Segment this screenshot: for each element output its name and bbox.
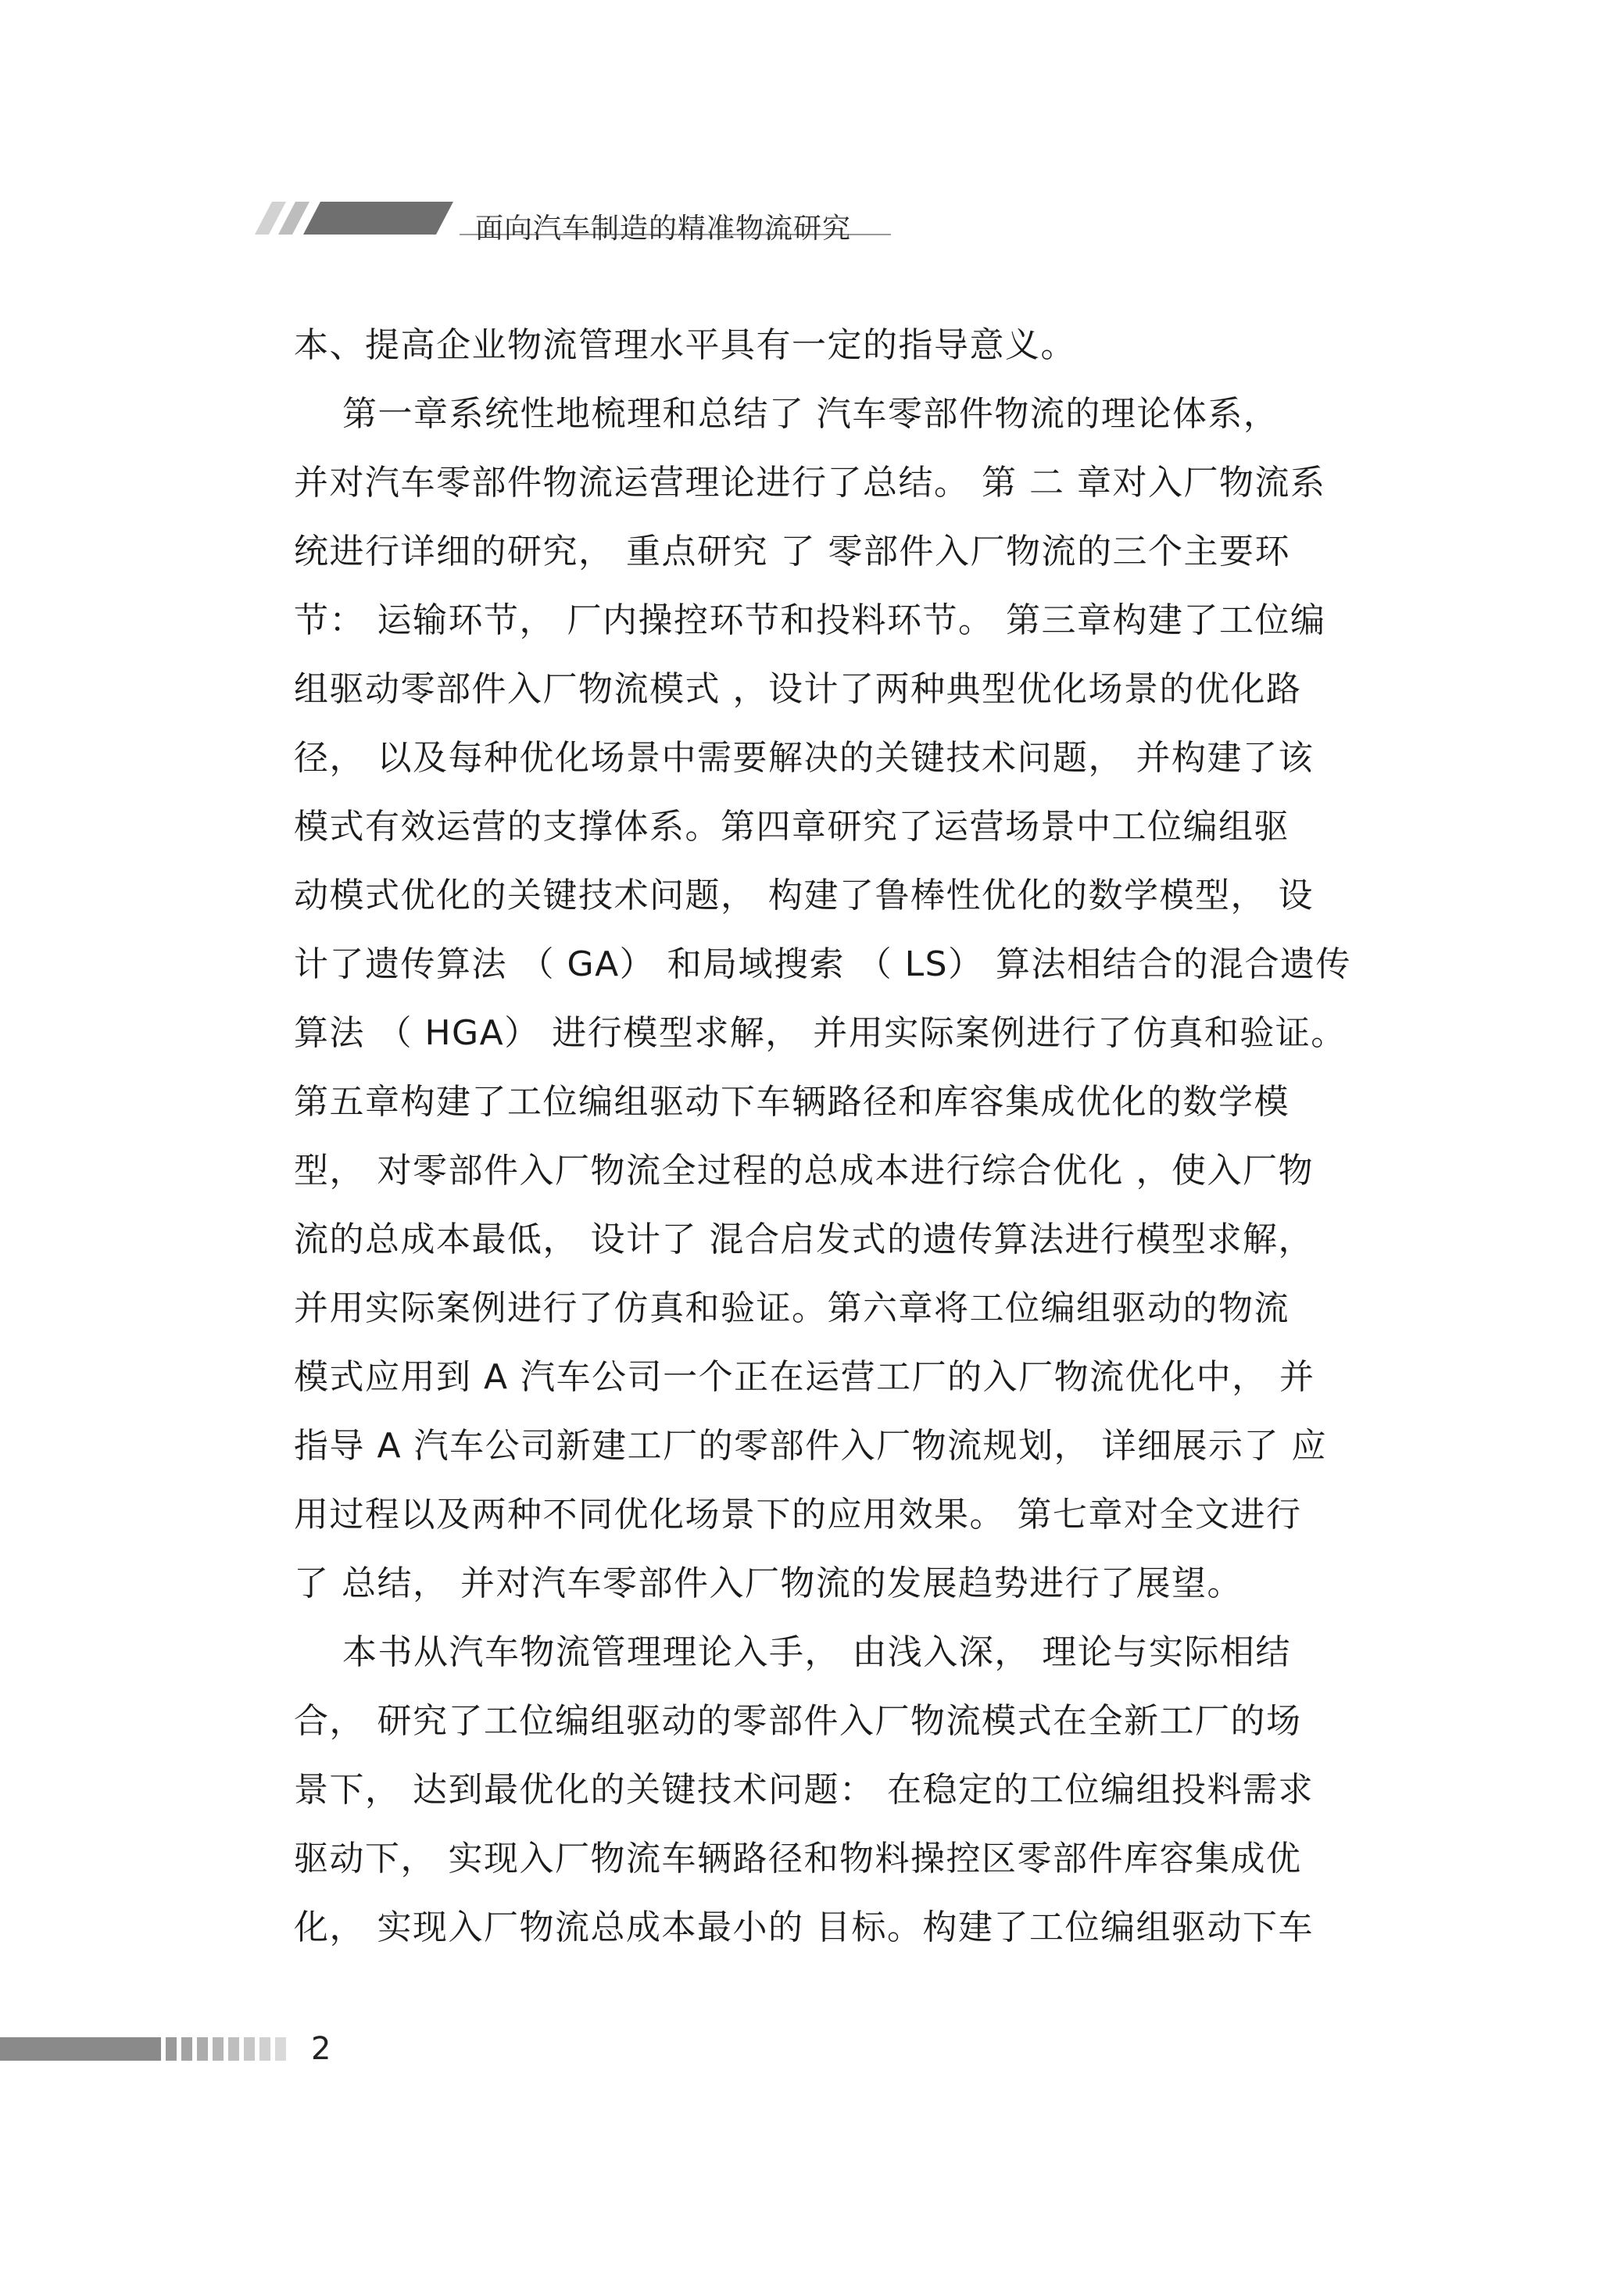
text-line: 本、提高企业物流管理水平具有一定的指导意义。 (294, 325, 1076, 365)
text-line: 算法 （ HGA） 进行模型求解， 并用实际案例进行了仿真和验证。 (294, 1013, 1347, 1053)
text-line: 模式应用到 A 汽车公司一个正在运营工厂的入厂物流优化中， 并 (294, 1357, 1315, 1397)
page-number: 2 (311, 2031, 331, 2067)
text-line: 流的总成本最低， 设计了 混合启发式的遗传算法进行模型求解， (294, 1220, 1314, 1259)
text-line: 并用实际案例进行了仿真和验证。第六章将工位编组驱动的物流 (294, 1288, 1290, 1328)
text-line: 型， 对零部件入厂物流全过程的总成本进行综合优化 ，使入厂物 (294, 1151, 1314, 1191)
text-line: 动模式优化的关键技术问题， 构建了鲁棒性优化的数学模型， 设 (294, 876, 1314, 915)
text-line: 第五章构建了工位编组驱动下车辆路径和库容集成优化的数学模 (294, 1082, 1290, 1122)
text-line: 第一章系统性地梳理和总结了 汽车零部件物流的理论体系， (294, 394, 1279, 434)
text-line: 本书从汽车物流管理理论入手， 由浅入深， 理论与实际相结 (294, 1632, 1291, 1672)
text-line: 组驱动零部件入厂物流模式 ，设计了两种典型优化场景的优化路 (294, 669, 1302, 709)
text-line: 驱动下， 实现入厂物流车辆路径和物料操控区零部件库容集成优 (294, 1839, 1302, 1879)
page-header (0, 0, 1624, 250)
text-line: 景下， 达到最优化的关键技术问题： 在稳定的工位编组投料需求 (294, 1770, 1314, 1810)
text-line: 节： 运输环节， 厂内操控环节和投料环节。 第三章构建了工位编 (294, 600, 1326, 640)
text-line: 并对汽车零部件物流运营理论进行了总结。 第 二 章对入厂物流系 (294, 463, 1326, 503)
text-line: 模式有效运营的支撑体系。第四章研究了运营场景中工位编组驱 (294, 807, 1290, 847)
text-line: 指导 A 汽车公司新建工厂的零部件入厂物流规划， 详细展示了 应 (294, 1426, 1328, 1466)
text-line: 径， 以及每种优化场景中需要解决的关键技术问题， 并构建了该 (294, 738, 1314, 778)
page-footer (0, 2025, 1624, 2087)
text-line: 合， 研究了工位编组驱动的零部件入厂物流模式在全新工厂的场 (294, 1701, 1302, 1741)
footer-bar-decoration (0, 2025, 313, 2087)
running-title: 面向汽车制造的精准物流研究 (475, 213, 852, 245)
text-line: 了 总结， 并对汽车零部件入厂物流的发展趋势进行了展望。 (294, 1564, 1243, 1603)
text-line: 统进行详细的研究， 重点研究 了 零部件入厂物流的三个主要环 (294, 532, 1290, 571)
text-line: 化， 实现入厂物流总成本最小的 目标。构建了工位编组驱动下车 (294, 1907, 1314, 1947)
text-line: 计了遗传算法 （ GA） 和局域搜索 （ LS） 算法相结合的混合遗传 (294, 944, 1352, 984)
text-line: 用过程以及两种不同优化场景下的应用效果。 第七章对全文进行 (294, 1495, 1302, 1535)
